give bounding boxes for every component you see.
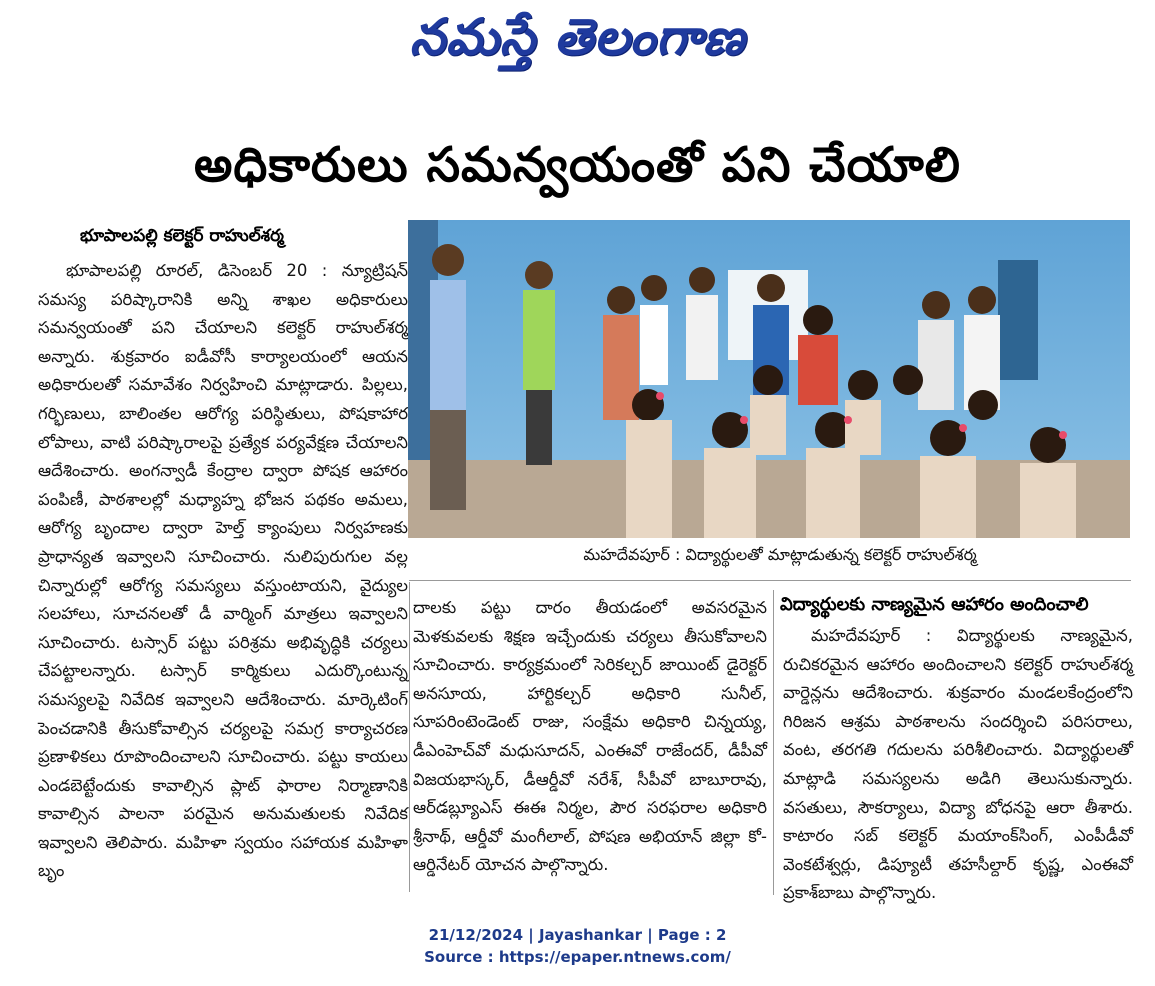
article-body-text: దాలకు పట్టు దారం తీయడంలో అవసరమైన మెళకువలకు శిక్షణ ఇచ్చేందుకు చర్యలు తీసుకోవాలని సూచించారు. కార్యక్రమంలో సెరికల్చర్ జాయింట్ డైరెక్టర్ అనసూయ, హార్టికల్చర్ అధికారి సునీల్, సూపరింటెండెంట్ రాజు, సంక్షేమ అధికారి చిన్నయ్య, డీఎంహెచ్‌వో మధుసూదన్, ఎంఈవో రాజేందర్, డీపీవో విజయభాస్కర్, డీఆర్డీవో నరేశ్, సీపీవో బాబూరావు, ఆర్‌డబ్ల్యూఎస్ ఈఈ నిర్మల, పౌర సరఫరాల అధికారి శ్రీనాథ్, ఆర్డీవో మంగీలాల్, పోషణ అభియాన్ జిల్లా కో- ఆర్డినేటర్ యోచన పాల్గొన్నారు.	[413, 598, 767, 875]
footer-source-line: Source : https://epaper.ntnews.com/	[424, 948, 731, 966]
article-body-text: మహదేవపూర్ : విద్యార్థులకు నాణ్యమైన, రుచికరమైన ఆహారం అందించాలని కలెక్టర్ రాహుల్‌శర్మ వార్డెన్లను ఆదేశించారు. శుక్రవారం మండలకేంద్రంలోని గిరిజన ఆశ్రమ పాఠశాలను సందర్శించి పరిసరాలు, వంట, తరగతి గదులను పరిశీలించారు. విద్యార్థులతో మాట్లాడి సమస్యలను అడిగి తెలుసుకున్నారు. వసతులు, సౌకర్యాలు, విద్యా బోధనపై ఆరా తీశారు. కాటారం సబ్ కలెక్టర్ మయాంక్‌సింగ్, ఎంపీడీవో వెంకటేశ్వర్లు, డిప్యూటీ తహసీల్దార్ కృష్ణ, ఎంఈవో ప్రకాశ్‌బాబు పాల్గొన్నారు.	[783, 626, 1133, 903]
divider	[773, 590, 774, 895]
divider	[409, 580, 1131, 581]
article-2-heading: విద్యార్థులకు నాణ్యమైన ఆహారం అందించాలి	[780, 594, 1089, 615]
classroom-photo	[408, 220, 1130, 538]
source-footer	[0, 924, 1155, 968]
masthead-logo: నమస్తే తెలంగాణ	[409, 7, 746, 66]
article-byline: భూపాలపల్లి కలెక్టర్ రాహుల్‌శర్మ	[80, 226, 284, 246]
article-headline: అధికారులు సమన్వయంతో పని చేయాలి	[194, 137, 961, 193]
article-column-1	[38, 257, 408, 886]
article-column-3	[783, 622, 1133, 908]
divider	[409, 582, 410, 892]
article-column-2	[413, 594, 767, 880]
photo-caption: మహదేవపూర్ : విద్యార్థులతో మాట్లాడుతున్న కలెక్టర్ రాహుల్‌శర్మ	[583, 545, 977, 564]
article-photo	[408, 220, 1130, 538]
footer-date-line: 21/12/2024 | Jayashankar | Page : 2	[428, 926, 727, 944]
article-body-text: భూపాలపల్లి రూరల్, డిసెంబర్ 20 : న్యూట్రిషన్ సమస్య పరిష్కారానికి అన్ని శాఖల అధికారులు సమన్వయంతో పని చేయాలని కలెక్టర్ రాహుల్‌శర్మ అన్నారు. శుక్రవారం ఐడీవోసీ కార్యాలయంలో ఆయన అధికారులతో సమావేశం నిర్వహించి మాట్లాడారు. పిల్లలు, గర్భిణులు, బాలింతల ఆరోగ్య పరిస్థితులు, పోషకాహార లోపాలు, వాటి పరిష్కారాలపై ప్రత్యేక పర్యవేక్షణ చేయాలని ఆదేశించారు. అంగన్వాడీ కేంద్రాల ద్వారా పోషక ఆహారం పంపిణీ, పాఠశాలల్లో మధ్యాహ్న భోజన పథకం అమలు, ఆరోగ్య బృందాల ద్వారా హెల్త్ క్యాంపులు నిర్వహణకు ప్రాధాన్యత ఇవ్వాలని సూచించారు. నులిపురుగుల వల్ల చిన్నారుల్లో ఆరోగ్య సమస్యలు వస్తుంటాయని, వైద్యుల సలహాలు, సూచనలతో డీ వార్మింగ్ మాత్రలు ఇవ్వాలని సూచించారు. టస్సార్ పట్టు పరిశ్రమ అభివృద్ధికి చర్యలు చేపట్టాలన్నారు. టస్సార్ కార్మికులు ఎదుర్కొంటున్న సమస్యలపై నివేదిక ఇవ్వాలని ఆదేశించారు. మార్కెటింగ్ పెంచడానికి తీసుకోవాల్సిన చర్యలపై సమగ్ర కార్యాచరణ ప్రణాళికలు రూపొందించాలని సూచించారు. పట్టు కాయలు ఎండబెట్టేందుకు కావాల్సిన ప్లాట్ ఫారాల నిర్మాణానికి కావాల్సిన పాలనా పరమైన అనుమతులకు నివేదిక ఇవ్వాలని తెలిపారు. మహిళా స్వయం సహాయక మహిళా బృం	[38, 261, 408, 881]
